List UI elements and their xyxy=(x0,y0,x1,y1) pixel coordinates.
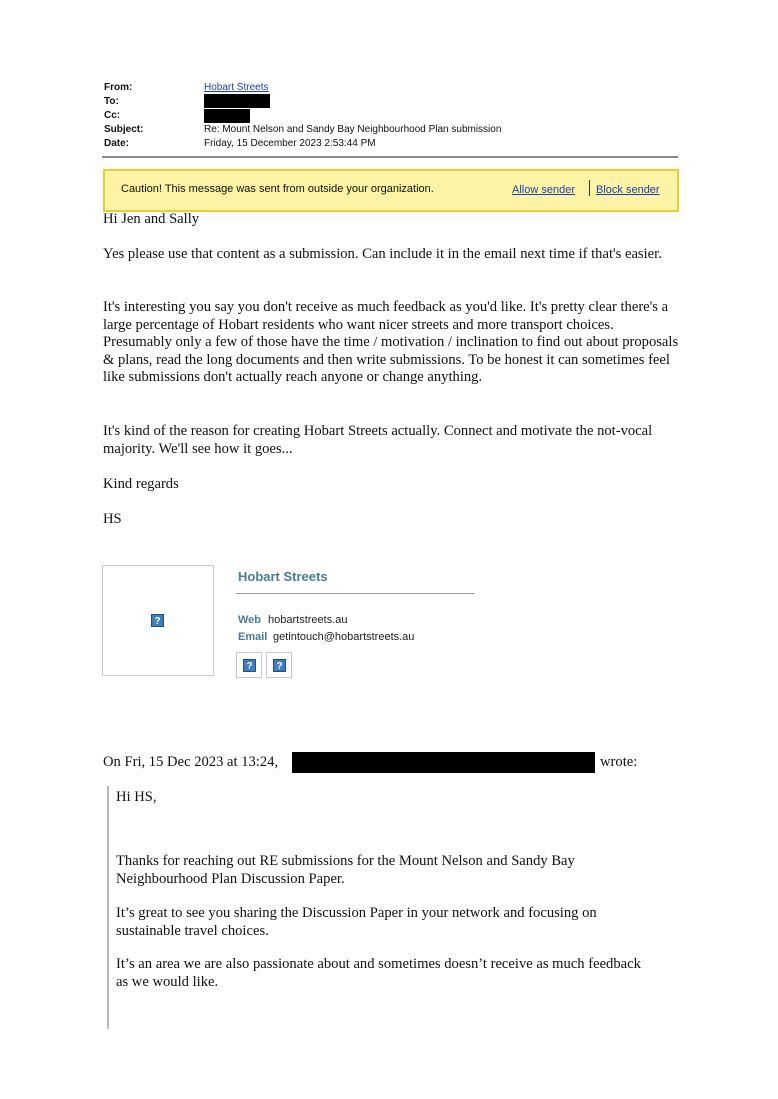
signature-web-label: Web xyxy=(238,614,262,626)
allow-sender-link[interactable]: Allow sender xyxy=(512,184,575,196)
social-link-1[interactable] xyxy=(236,652,262,678)
from-label: From: xyxy=(104,82,133,93)
external-sender-banner xyxy=(103,169,679,212)
subject-value: Re: Mount Nelson and Sandy Bay Neighbourhood Plan submission xyxy=(204,124,502,135)
to-redaction xyxy=(204,94,270,108)
quote-attribution-prefix: On Fri, 15 Dec 2023 at 13:24, xyxy=(103,754,279,770)
subject-label: Subject: xyxy=(104,124,144,135)
quoted-paragraph: It’s an area we are also passionate about and sometimes doesn’t receive as much feedback as we would like. xyxy=(116,956,641,990)
signature-email-value[interactable]: getintouch@hobartstreets.au xyxy=(273,631,415,643)
reply-closing: Kind regards xyxy=(103,476,179,492)
date-label: Date: xyxy=(104,138,130,149)
quote-bar xyxy=(107,786,109,1029)
cc-label: Cc: xyxy=(104,110,121,121)
reply-signoff: HS xyxy=(103,511,122,527)
signature-divider xyxy=(236,593,474,594)
cc-redaction xyxy=(204,109,250,123)
signature-logo-placeholder xyxy=(102,565,214,676)
banner-message: Caution! This message was sent from outside your organization. xyxy=(121,183,434,195)
reply-greeting: Hi Jen and Sally xyxy=(103,211,200,227)
reply-paragraph: It's kind of the reason for creating Hobart Streets actually. Connect and motivate the not-vocal majority. We'll see how it goes... xyxy=(103,423,653,457)
broken-image-icon: ? xyxy=(151,614,164,627)
broken-image-icon: ? xyxy=(273,659,286,672)
block-sender-link[interactable]: Block sender xyxy=(596,184,660,196)
attribution-redaction xyxy=(292,752,595,773)
social-link-2[interactable] xyxy=(266,652,292,678)
broken-image-icon: ? xyxy=(243,659,256,672)
reply-paragraph: Yes please use that content as a submission. Can include it in the email next time if that's easier. xyxy=(103,246,662,262)
header-divider xyxy=(102,156,678,158)
signature-web-value[interactable]: hobartstreets.au xyxy=(268,614,348,626)
quoted-paragraph: Thanks for reaching out RE submissions for the Mount Nelson and Sandy Bay Neighbourhood Plan Discussion Paper. xyxy=(116,853,575,887)
quoted-paragraph: It’s great to see you sharing the Discussion Paper in your network and focusing on sustainable travel choices. xyxy=(116,905,597,939)
signature-name: Hobart Streets xyxy=(238,569,328,584)
to-label: To: xyxy=(104,96,119,107)
date-value: Friday, 15 December 2023 2:53:44 PM xyxy=(204,138,376,149)
reply-paragraph: It's interesting you say you don't receive as much feedback as you'd like. It's pretty clear there's a large percentage of Hobart residents who want nicer streets and more transport choices. Presumably only a few of those have the time / motivation / inclination to find out about proposals & plans, read the long documents and then write submissions. To be honest it can sometimes feel like submissions don't actually reach anyone or change anything. xyxy=(103,299,679,386)
quote-attribution-suffix: wrote: xyxy=(600,754,638,770)
from-sender-link[interactable]: Hobart Streets xyxy=(204,82,269,93)
banner-separator xyxy=(589,180,590,196)
signature-email-label: Email xyxy=(238,631,268,643)
quoted-greeting: Hi HS, xyxy=(116,789,157,805)
